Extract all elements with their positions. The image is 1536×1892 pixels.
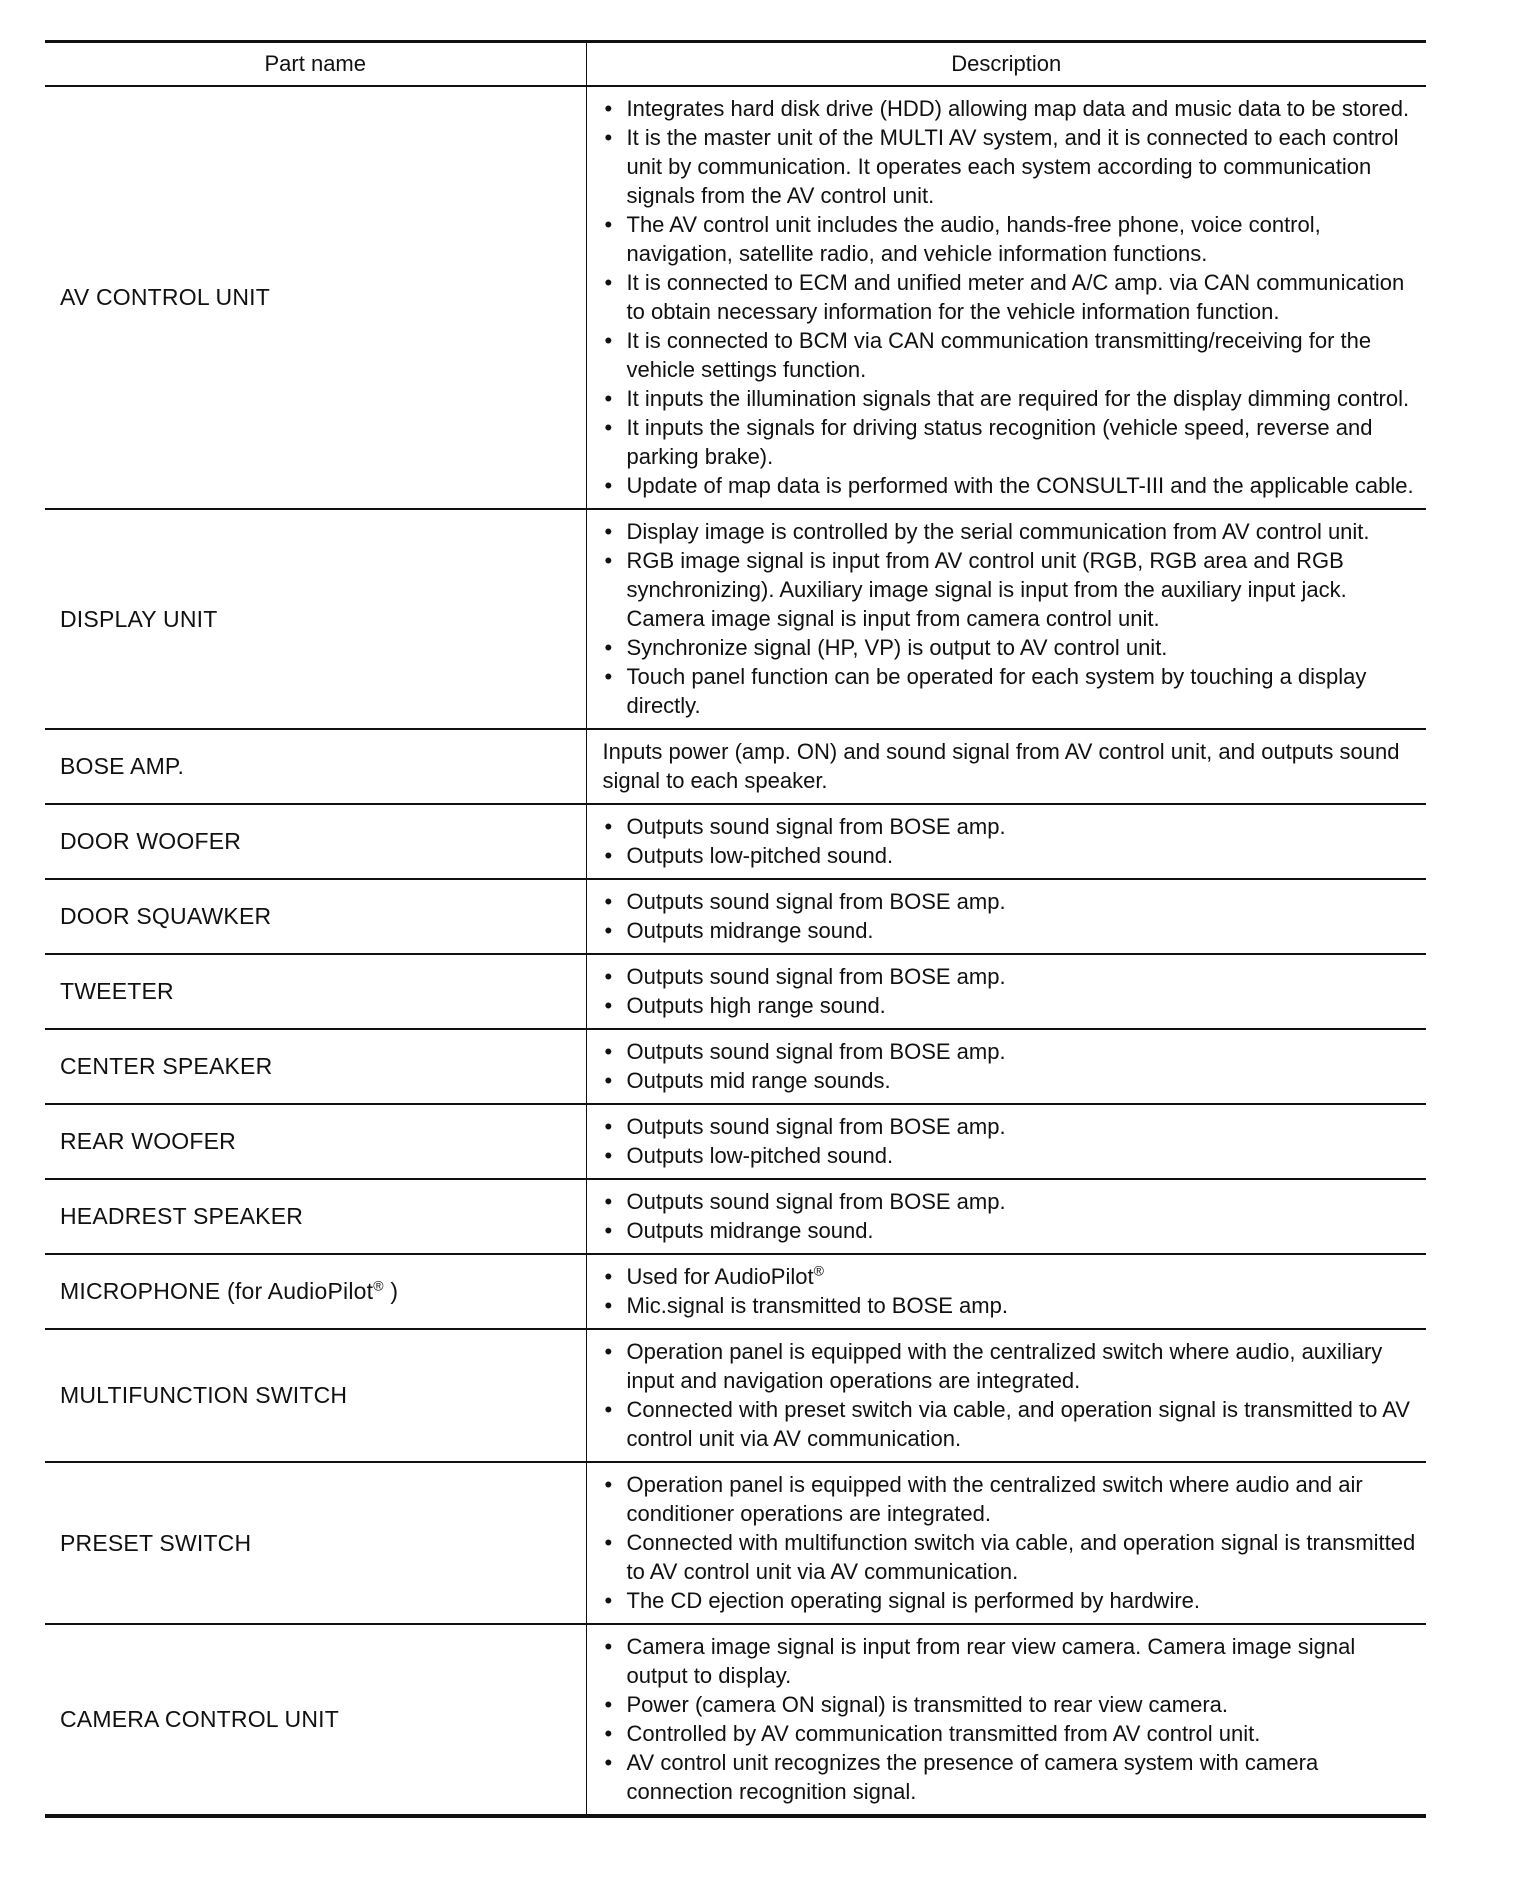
bullet-text: Outputs sound signal from BOSE amp. — [626, 1114, 1006, 1139]
part-name-cell — [45, 1624, 586, 1816]
description-bullet — [602, 662, 1417, 720]
description-cell — [586, 1029, 1426, 1104]
part-name: CENTER SPEAKER — [60, 1053, 273, 1079]
part-name-cell — [45, 1104, 586, 1179]
bullet-text: Outputs low-pitched sound. — [626, 843, 894, 868]
part-name: DOOR SQUAWKER — [60, 903, 272, 929]
description-cell — [586, 954, 1426, 1029]
table-row — [45, 1029, 1426, 1104]
description-bullet — [602, 1470, 1417, 1528]
description-bullet — [602, 1690, 1417, 1719]
description-list — [602, 1470, 1417, 1615]
bullet-text: Outputs mid range sounds. — [626, 1068, 891, 1093]
description-bullet — [602, 1719, 1417, 1748]
description-bullet — [602, 546, 1417, 633]
description-bullet — [602, 384, 1417, 413]
header-row — [45, 42, 1426, 87]
description-bullet — [602, 916, 1417, 945]
part-name: BOSE AMP. — [60, 753, 185, 779]
header-part-name: Part name — [45, 42, 586, 87]
description-list — [602, 962, 1417, 1020]
description-list — [602, 887, 1417, 945]
bullet-text: Power (camera ON signal) is transmitted to rear view camera. — [626, 1692, 1229, 1717]
description-text: Inputs power (amp. ON) and sound signal from AV control unit, and outputs sound signal to each speaker. — [602, 739, 1400, 793]
bullet-text: It is the master unit of the MULTI AV system, and it is connected to each control unit by communication. It operates each system according to communication signals from the AV control unit. — [626, 125, 1399, 208]
description-bullet — [602, 841, 1417, 870]
description-bullet — [602, 1112, 1417, 1141]
description-bullet — [602, 887, 1417, 916]
description-bullet — [602, 1262, 1417, 1291]
description-cell — [586, 1104, 1426, 1179]
description-cell — [586, 1462, 1426, 1624]
bullet-text: Outputs midrange sound. — [626, 1218, 874, 1243]
description-bullet — [602, 1216, 1417, 1245]
bullet-text: It inputs the signals for driving status recognition (vehicle speed, reverse and parking brake). — [626, 415, 1373, 469]
description-bullet — [602, 94, 1417, 123]
description-bullet — [602, 1037, 1417, 1066]
bullet-text: Connected with multifunction switch via cable, and operation signal is transmitted to AV control unit via AV communication. — [626, 1530, 1416, 1584]
part-name: DOOR WOOFER — [60, 828, 242, 854]
table-row — [45, 729, 1426, 804]
description-bullet — [602, 123, 1417, 210]
bullet-text: It is connected to ECM and unified meter and A/C amp. via CAN communication to obtain necessary information for the vehicle information function. — [626, 270, 1405, 324]
table-row — [45, 86, 1426, 509]
bullet-text: Camera image signal is input from rear view camera. Camera image signal output to display. — [626, 1634, 1356, 1688]
bullet-text: It inputs the illumination signals that are required for the display dimming control. — [626, 386, 1410, 411]
description-list — [602, 94, 1417, 500]
table-row — [45, 804, 1426, 879]
table-body — [45, 86, 1426, 1816]
bullet-text: Outputs sound signal from BOSE amp. — [626, 814, 1006, 839]
description-bullet — [602, 991, 1417, 1020]
registered-mark: ® — [373, 1277, 384, 1294]
bullet-text: Synchronize signal (HP, VP) is output to AV control unit. — [626, 635, 1168, 660]
description-cell — [586, 509, 1426, 729]
part-name: DISPLAY UNIT — [60, 605, 218, 632]
bullet-text: Update of map data is performed with the CONSULT-III and the applicable cable. — [626, 473, 1414, 498]
part-name-suffix: ) — [383, 1278, 399, 1304]
description-list — [602, 1337, 1417, 1453]
description-bullet — [602, 210, 1417, 268]
description-bullet — [602, 1187, 1417, 1216]
bullet-text: RGB image signal is input from AV control unit (RGB, RGB area and RGB synchronizing). Auxiliary image signal is input from the auxiliary input jack. Camera image signal is input from camera control unit. — [626, 548, 1347, 631]
part-name: REAR WOOFER — [60, 1128, 236, 1154]
description-bullet — [602, 1748, 1417, 1806]
description-bullet — [602, 1337, 1417, 1395]
description-bullet — [602, 1528, 1417, 1586]
description-bullet — [602, 1291, 1417, 1320]
bullet-text: Connected with preset switch via cable, and operation signal is transmitted to AV control unit via AV communication. — [626, 1397, 1410, 1451]
description-cell — [586, 1254, 1426, 1329]
bullet-text: Outputs high range sound. — [626, 993, 886, 1018]
description-cell — [586, 729, 1426, 804]
table-row — [45, 1462, 1426, 1624]
part-name: MULTIFUNCTION SWITCH — [60, 1382, 348, 1408]
table-row — [45, 1624, 1426, 1816]
bullet-text: It is connected to BCM via CAN communication transmitting/receiving for the vehicle settings function. — [626, 328, 1372, 382]
part-name: TWEETER — [60, 978, 174, 1004]
description-cell — [586, 879, 1426, 954]
table-row — [45, 1329, 1426, 1462]
table-row — [45, 879, 1426, 954]
table-row — [45, 1179, 1426, 1254]
description-bullet — [602, 268, 1417, 326]
description-list — [602, 812, 1417, 870]
description-bullet — [602, 633, 1417, 662]
bullet-text: Outputs sound signal from BOSE amp. — [626, 1039, 1006, 1064]
table-row — [45, 954, 1426, 1029]
description-list — [602, 1262, 1417, 1320]
description-bullet — [602, 1141, 1417, 1170]
part-name: AV CONTROL UNIT — [60, 284, 271, 310]
bullet-text: AV control unit recognizes the presence of camera system with camera connection recognition signal. — [626, 1750, 1319, 1804]
part-name-cell — [45, 1329, 586, 1462]
bullet-text: Touch panel function can be operated for each system by touching a display directly. — [626, 664, 1367, 718]
header-description: Description — [586, 42, 1426, 87]
registered-mark: ® — [813, 1262, 824, 1279]
description-cell — [586, 1624, 1426, 1816]
part-name: CAMERA CONTROL UNIT — [60, 1706, 339, 1732]
part-name: PRESET SWITCH — [60, 1529, 252, 1556]
bullet-text: Outputs sound signal from BOSE amp. — [626, 964, 1006, 989]
part-name-cell — [45, 86, 586, 509]
description-cell — [586, 86, 1426, 509]
description-bullet — [602, 1066, 1417, 1095]
part-name: MICROPHONE (for AudioPilot — [60, 1278, 374, 1304]
description-bullet — [602, 517, 1417, 546]
description-cell — [586, 1179, 1426, 1254]
bullet-text: The CD ejection operating signal is performed by hardwire. — [626, 1588, 1201, 1613]
part-name-cell — [45, 1179, 586, 1254]
description-bullet — [602, 962, 1417, 991]
description-bullet — [602, 1586, 1417, 1615]
description-cell — [586, 1329, 1426, 1462]
description-list — [602, 1037, 1417, 1095]
description-bullet — [602, 1632, 1417, 1690]
bullet-text: Integrates hard disk drive (HDD) allowing map data and music data to be stored. — [626, 96, 1410, 121]
part-name-cell — [45, 1462, 586, 1624]
description-list — [602, 1632, 1417, 1806]
table-row — [45, 1254, 1426, 1329]
description-bullet — [602, 1395, 1417, 1453]
part-name-cell — [45, 954, 586, 1029]
bullet-text: Outputs sound signal from BOSE amp. — [626, 1189, 1006, 1214]
bullet-text: The AV control unit includes the audio, hands-free phone, voice control, navigation, satellite radio, and vehicle information functions. — [626, 212, 1321, 266]
part-name: HEADREST SPEAKER — [60, 1203, 304, 1229]
bullet-text: Used for AudioPilot — [626, 1264, 814, 1289]
description-list — [602, 517, 1417, 720]
table-row — [45, 1104, 1426, 1179]
description-list — [602, 1187, 1417, 1245]
table-row — [45, 509, 1426, 729]
bullet-text: Controlled by AV communication transmitted from AV control unit. — [626, 1721, 1261, 1746]
description-bullet — [602, 812, 1417, 841]
bullet-text: Outputs low-pitched sound. — [626, 1143, 894, 1168]
bullet-text: Mic.signal is transmitted to BOSE amp. — [626, 1293, 1008, 1318]
part-name-cell — [45, 804, 586, 879]
description-bullet — [602, 413, 1417, 471]
description-cell — [586, 804, 1426, 879]
bullet-text: Outputs sound signal from BOSE amp. — [626, 889, 1006, 914]
bullet-text: Operation panel is equipped with the centralized switch where audio and air conditioner operations are integrated. — [626, 1472, 1363, 1526]
part-name-cell — [45, 879, 586, 954]
description-bullet — [602, 326, 1417, 384]
part-name-cell — [45, 1254, 586, 1329]
bullet-text: Display image is controlled by the serial communication from AV control unit. — [626, 519, 1370, 544]
description-bullet — [602, 471, 1417, 500]
bullet-text: Operation panel is equipped with the centralized switch where audio, auxiliary input and navigation operations are integrated. — [626, 1339, 1383, 1393]
parts-description-table — [45, 40, 1426, 1818]
description-list — [602, 1112, 1417, 1170]
bullet-text: Outputs midrange sound. — [626, 918, 874, 943]
part-name-cell — [45, 729, 586, 804]
part-name-cell — [45, 509, 586, 729]
part-name-cell — [45, 1029, 586, 1104]
